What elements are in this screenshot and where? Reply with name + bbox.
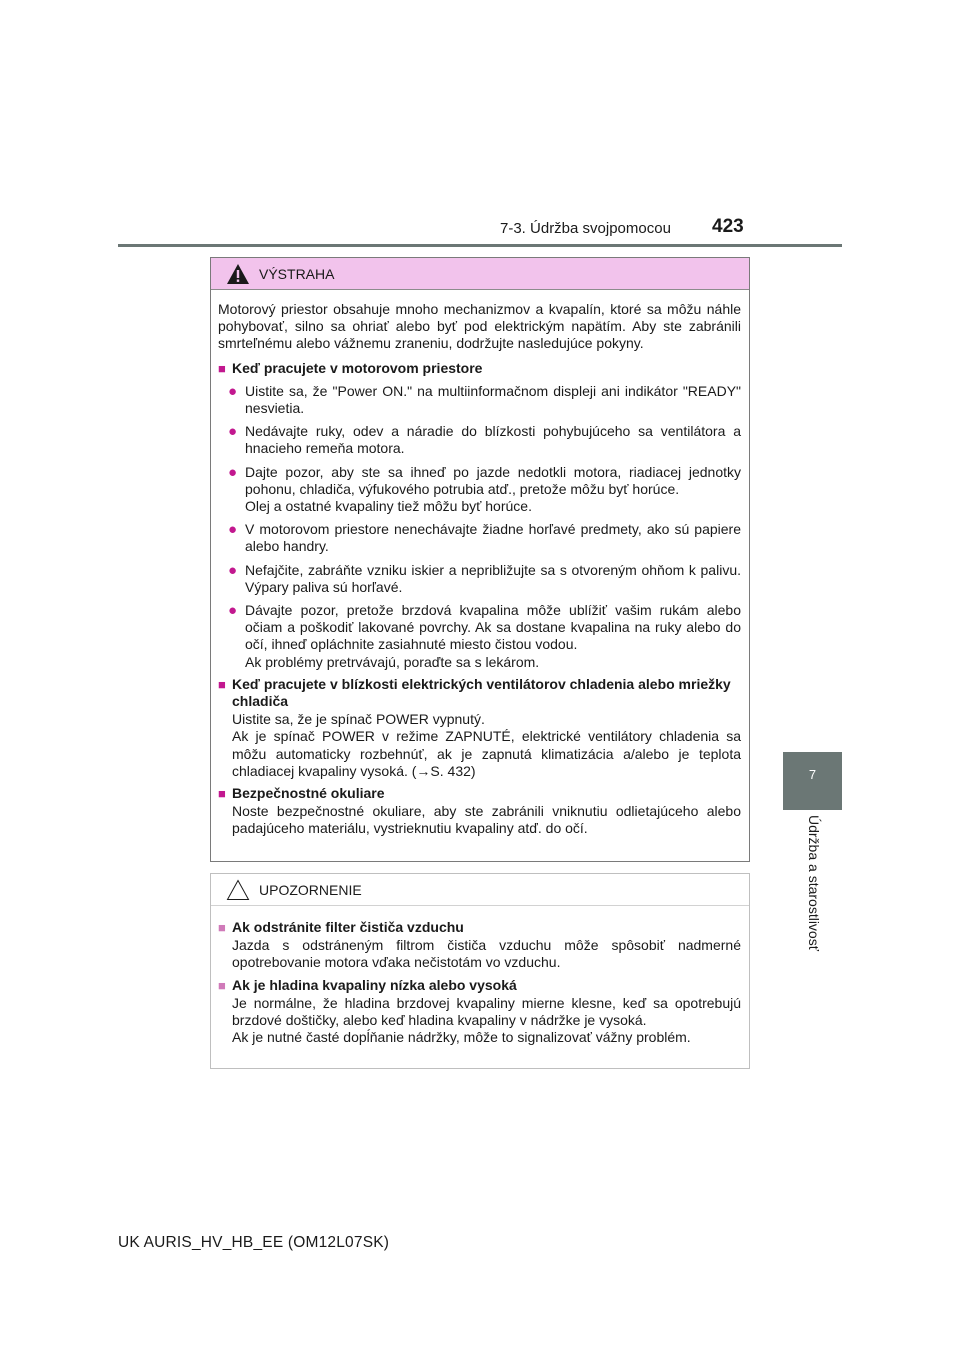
bullet-text: Nefajčite, zabráňte vzniku iskier a nepribližujte sa s otvoreným ohňom k palivu. Výpary paliva sú horľavé. [245,561,741,595]
caution-title: UPOZORNENIE [259,881,362,898]
circle-bullet-icon: ● [228,561,238,579]
list-item [218,562,741,596]
header-divider [118,244,842,247]
section-heading: Keď pracujete v blízkosti elektrických ventilátorov chladenia alebo mriežky chladiča [232,675,731,710]
warning-section [218,360,741,671]
warning-title: VÝSTRAHA [259,265,335,282]
list-item [218,602,741,671]
chapter-tab[interactable] [783,752,842,810]
caution-section [218,977,741,1047]
bullet-text: Uistite sa, že "Power ON." na multiinformačnom displeji ani indikátor "READY" nesvietia. [245,382,741,417]
page-number: 423 [712,216,744,237]
section-text: Je normálne, že hladina brzdovej kvapaliny mierne klesne, keď sa opotrebujú brzdové doštičky, alebo keď hladina kvapaliny v nádržke je vysoká. [232,994,741,1029]
list-item [218,423,741,457]
section-title: 7-3. Údržba svojpomocou [500,220,671,237]
circle-bullet-icon: ● [228,602,238,620]
list-item [218,521,741,555]
footer-model-code: UK AURIS_HV_HB_EE (OM12L07SK) [118,1234,390,1251]
bullet-text: V motorovom priestore nenechávajte žiadne horľavé predmety, ako sú papiere alebo handry. [245,521,741,555]
section-text: Noste bezpečnostné okuliare, aby ste zabránili vniknutiu odlietajúceho alebo padajúceho materiálu, vystrieknutiu kvapaliny atď. do očí. [232,803,741,837]
circle-bullet-icon: ● [228,423,238,441]
square-bullet-icon: ■ [218,676,226,692]
bullet-text: Olej a ostatné kvapaliny tiež môžu byť horúce. [245,498,532,515]
warning-box [210,257,750,862]
chapter-title-vertical [783,815,842,975]
caution-triangle-icon [226,879,250,901]
circle-bullet-icon: ● [228,463,238,481]
list-item [218,464,741,516]
circle-bullet-icon: ● [228,521,238,539]
section-heading: Keď pracujete v motorovom priestore [232,359,483,376]
square-bullet-icon: ■ [218,360,226,376]
section-text: Uistite sa, že je spínač POWER vypnutý. [232,711,485,728]
warning-section [218,676,741,780]
circle-bullet-icon: ● [228,382,238,400]
bullet-text: Nedávajte ruky, odev a náradie do blízkosti pohybujúceho sa ventilátora a hnacieho remeňa motora. [245,423,741,457]
chapter-title: Údržba a starostlivosť [806,815,822,951]
section-text: Ak je nutné časté dopĺňanie nádržky, môže to signalizovať vážny problém. [232,1029,691,1046]
warning-section [218,785,741,838]
square-bullet-icon: ■ [218,786,226,802]
square-bullet-icon: ■ [218,920,226,935]
warning-intro: Motorový priestor obsahuje mnoho mechanizmov a kvapalín, ktoré sa môžu náhle pohybovať, silno sa ohriať alebo byť pod elektrickým napätím. Aby ste zabránili smrteľnému alebo vážnemu zraneniu, dodržujte nasledujúce pokyny. [218,301,741,352]
warning-header [211,258,749,290]
warning-triangle-icon [226,263,250,285]
section-heading: Bezpečnostné okuliare [232,785,385,802]
square-bullet-icon: ■ [218,977,226,993]
list-item [218,383,741,417]
caution-section [218,919,741,972]
bullet-text: Ak problémy pretrvávajú, poraďte sa s lekárom. [245,653,540,670]
chapter-number: 7 [808,767,817,782]
section-heading: Ak odstránite filter čističa vzduchu [232,919,464,935]
section-text: Jazda s odstráneným filtrom čističa vzduchu môže spôsobiť nadmerné opotrebovanie motora vďaka nečistotám vo vzduchu. [232,937,741,971]
section-heading: Ak je hladina kvapaliny nízka alebo vysoká [232,976,517,993]
caution-box [210,873,750,1069]
caution-header [211,874,749,906]
section-text: Ak je spínač POWER v režime ZAPNUTÉ, elektrické ventilátory chladenia sa môžu automaticky rozbehnúť, ak je zapnutá klimatizácia a/alebo je teplota chladiacej kvapaliny vysoká. (→S. 432) [232,728,741,779]
bullet-text: Dajte pozor, aby ste sa ihneď po jazde nedotkli motora, riadiacej jednotky pohonu, chladiča, výfukového potrubia atď., pretože môžu byť horúce. [245,463,741,497]
bullet-text: Dávajte pozor, pretože brzdová kvapalina môže ublížiť vašim rukám alebo očiam a poškodiť lakované povrchy. Ak sa dostane kvapalina na ruky alebo do očí, ihneď opláchnite zasiahnuté miesto čistou vodou. [245,602,741,653]
